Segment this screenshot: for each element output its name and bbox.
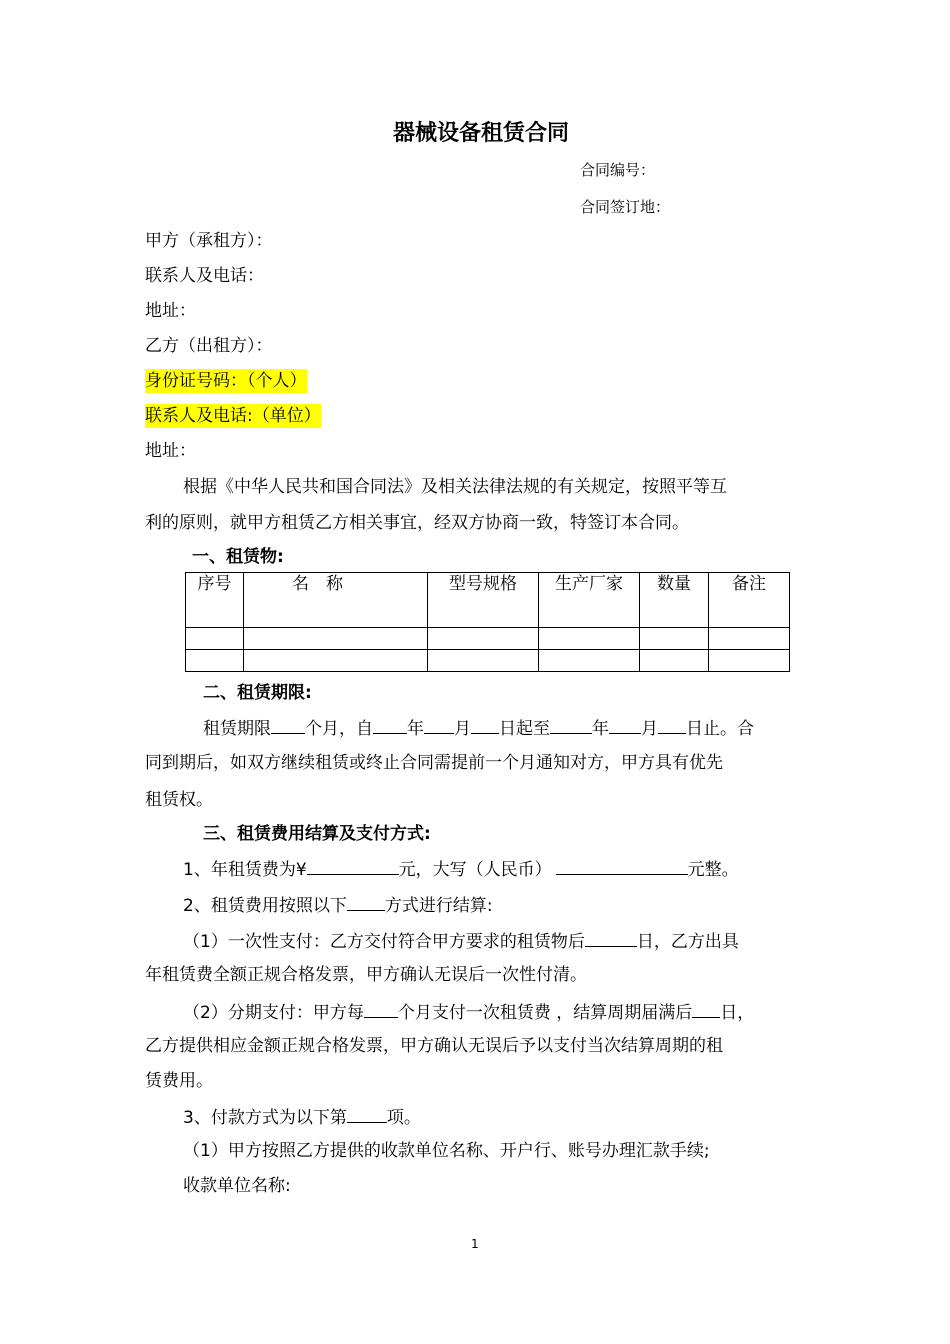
blank-end-day [658, 715, 686, 734]
installment-line-3: 赁费用。 [145, 1071, 213, 1091]
term-text: 年 [592, 719, 609, 739]
table-header-cell: 型号规格 [428, 573, 539, 628]
fee-text: 方式进行结算: [384, 896, 493, 916]
section-2-heading: 二、租赁期限: [203, 683, 312, 703]
party-b-id-number: 身份证号码：（个人） [145, 371, 307, 391]
table-cell [709, 628, 790, 650]
table-cell [640, 650, 709, 672]
section-3-heading: 三、租赁费用结算及支付方式: [203, 824, 431, 844]
fee-text: 1、年租赁费为¥ [183, 860, 307, 880]
party-a-address: 地址： [145, 301, 196, 321]
table-header-cell: 备注 [709, 573, 790, 628]
table-cell [709, 650, 790, 672]
contract-no-label: 合同编号： [580, 161, 656, 179]
table-cell [539, 650, 640, 672]
fee-text: 3、付款方式为以下第 [183, 1108, 347, 1128]
table-header-cell: 序号 [186, 573, 244, 628]
term-text: 日止。合 [686, 719, 754, 739]
party-b-label: 乙方（出租方）： [145, 336, 273, 356]
table-cell [244, 628, 428, 650]
term-line-2: 同到期后，如双方继续租赁或终止合同需提前一个月通知对方，甲方具有优先 [145, 753, 723, 773]
party-a-label: 甲方（承租方）： [145, 231, 273, 251]
fee-line-2 [183, 892, 493, 918]
blank-payment-option [347, 1104, 387, 1123]
fee-text: （2）分期支付：甲方每 [183, 1003, 364, 1023]
fee-text: （1）一次性支付：乙方交付符合甲方要求的租赁物后 [183, 932, 585, 952]
lump-sum-line-2: 年租赁费全额正规合格发票，甲方确认无误后一次性付清。 [145, 965, 587, 985]
blank-end-month [609, 715, 641, 734]
table-cell [428, 628, 539, 650]
remittance-line: （1）甲方按照乙方提供的收款单位名称、开户行、账号办理汇款手续; [183, 1141, 710, 1161]
party-a-contact: 联系人及电话： [145, 266, 264, 286]
intro-line-2: 利的原则，就甲方租赁乙方相关事宜，经双方协商一致，特签订本合同。 [145, 513, 689, 533]
blank-lump-sum-days [585, 928, 637, 947]
term-text: 月 [641, 719, 658, 739]
table-row [186, 628, 790, 650]
term-line-3: 租赁权。 [145, 790, 213, 810]
table-cell [186, 628, 244, 650]
term-text: 日起至 [499, 719, 550, 739]
fee-line-1 [183, 856, 739, 882]
blank-settlement-method [347, 892, 385, 911]
term-text: 租赁期限 [203, 719, 271, 739]
blank-installment-months [364, 999, 398, 1018]
table-cell [539, 628, 640, 650]
installment-line-1 [183, 999, 754, 1025]
fee-text: 2、租赁费用按照以下 [183, 896, 347, 916]
fee-text: 个月支付一次租赁费 ，结算周期届满后 [397, 1003, 693, 1023]
document-title: 器械设备租赁合同 [393, 121, 570, 146]
fee-text: 日，乙方出具 [636, 932, 739, 952]
rental-items-table [185, 572, 790, 672]
installment-line-2: 乙方提供相应金额正规合格发票，甲方确认无误后予以支付当次结算周期的租 [145, 1036, 723, 1056]
payment-method-line [183, 1104, 421, 1130]
payee-name-label: 收款单位名称: [183, 1176, 291, 1196]
blank-start-month [424, 715, 454, 734]
term-line-1 [203, 715, 754, 741]
table-cell [186, 650, 244, 672]
fee-text: 元整。 [687, 860, 739, 880]
page-number: 1 [471, 1237, 479, 1251]
table-header-cell: 名 称 [244, 573, 428, 628]
table-cell [244, 650, 428, 672]
term-text: 月 [454, 719, 471, 739]
sign-place-label: 合同签订地： [580, 198, 671, 216]
blank-fee-in-words [556, 856, 688, 875]
table-header-cell: 生产厂家 [539, 573, 640, 628]
table-row [186, 650, 790, 672]
fee-text: 元，大写（人民币） [398, 860, 552, 880]
blank-start-day [471, 715, 499, 734]
table-cell [640, 628, 709, 650]
table-header-cell: 数量 [640, 573, 709, 628]
fee-text: 项。 [386, 1108, 421, 1128]
lump-sum-line-1 [183, 928, 739, 954]
section-1-heading: 一、租赁物: [192, 547, 284, 567]
table-header-row [186, 573, 790, 628]
fee-text: 日， [720, 1003, 755, 1023]
term-text: 年 [407, 719, 424, 739]
party-b-contact: 联系人及电话:（单位） [145, 406, 321, 426]
intro-line-1: 根据《中华人民共和国合同法》及相关法律法规的有关规定，按照平等互 [183, 477, 727, 497]
blank-installment-days [692, 999, 720, 1018]
term-text: 个月，自 [305, 719, 373, 739]
party-b-address: 地址： [145, 441, 196, 461]
blank-start-year [373, 715, 407, 734]
blank-months [271, 715, 305, 734]
blank-end-year [550, 715, 592, 734]
blank-annual-fee [307, 856, 399, 875]
table-cell [428, 650, 539, 672]
